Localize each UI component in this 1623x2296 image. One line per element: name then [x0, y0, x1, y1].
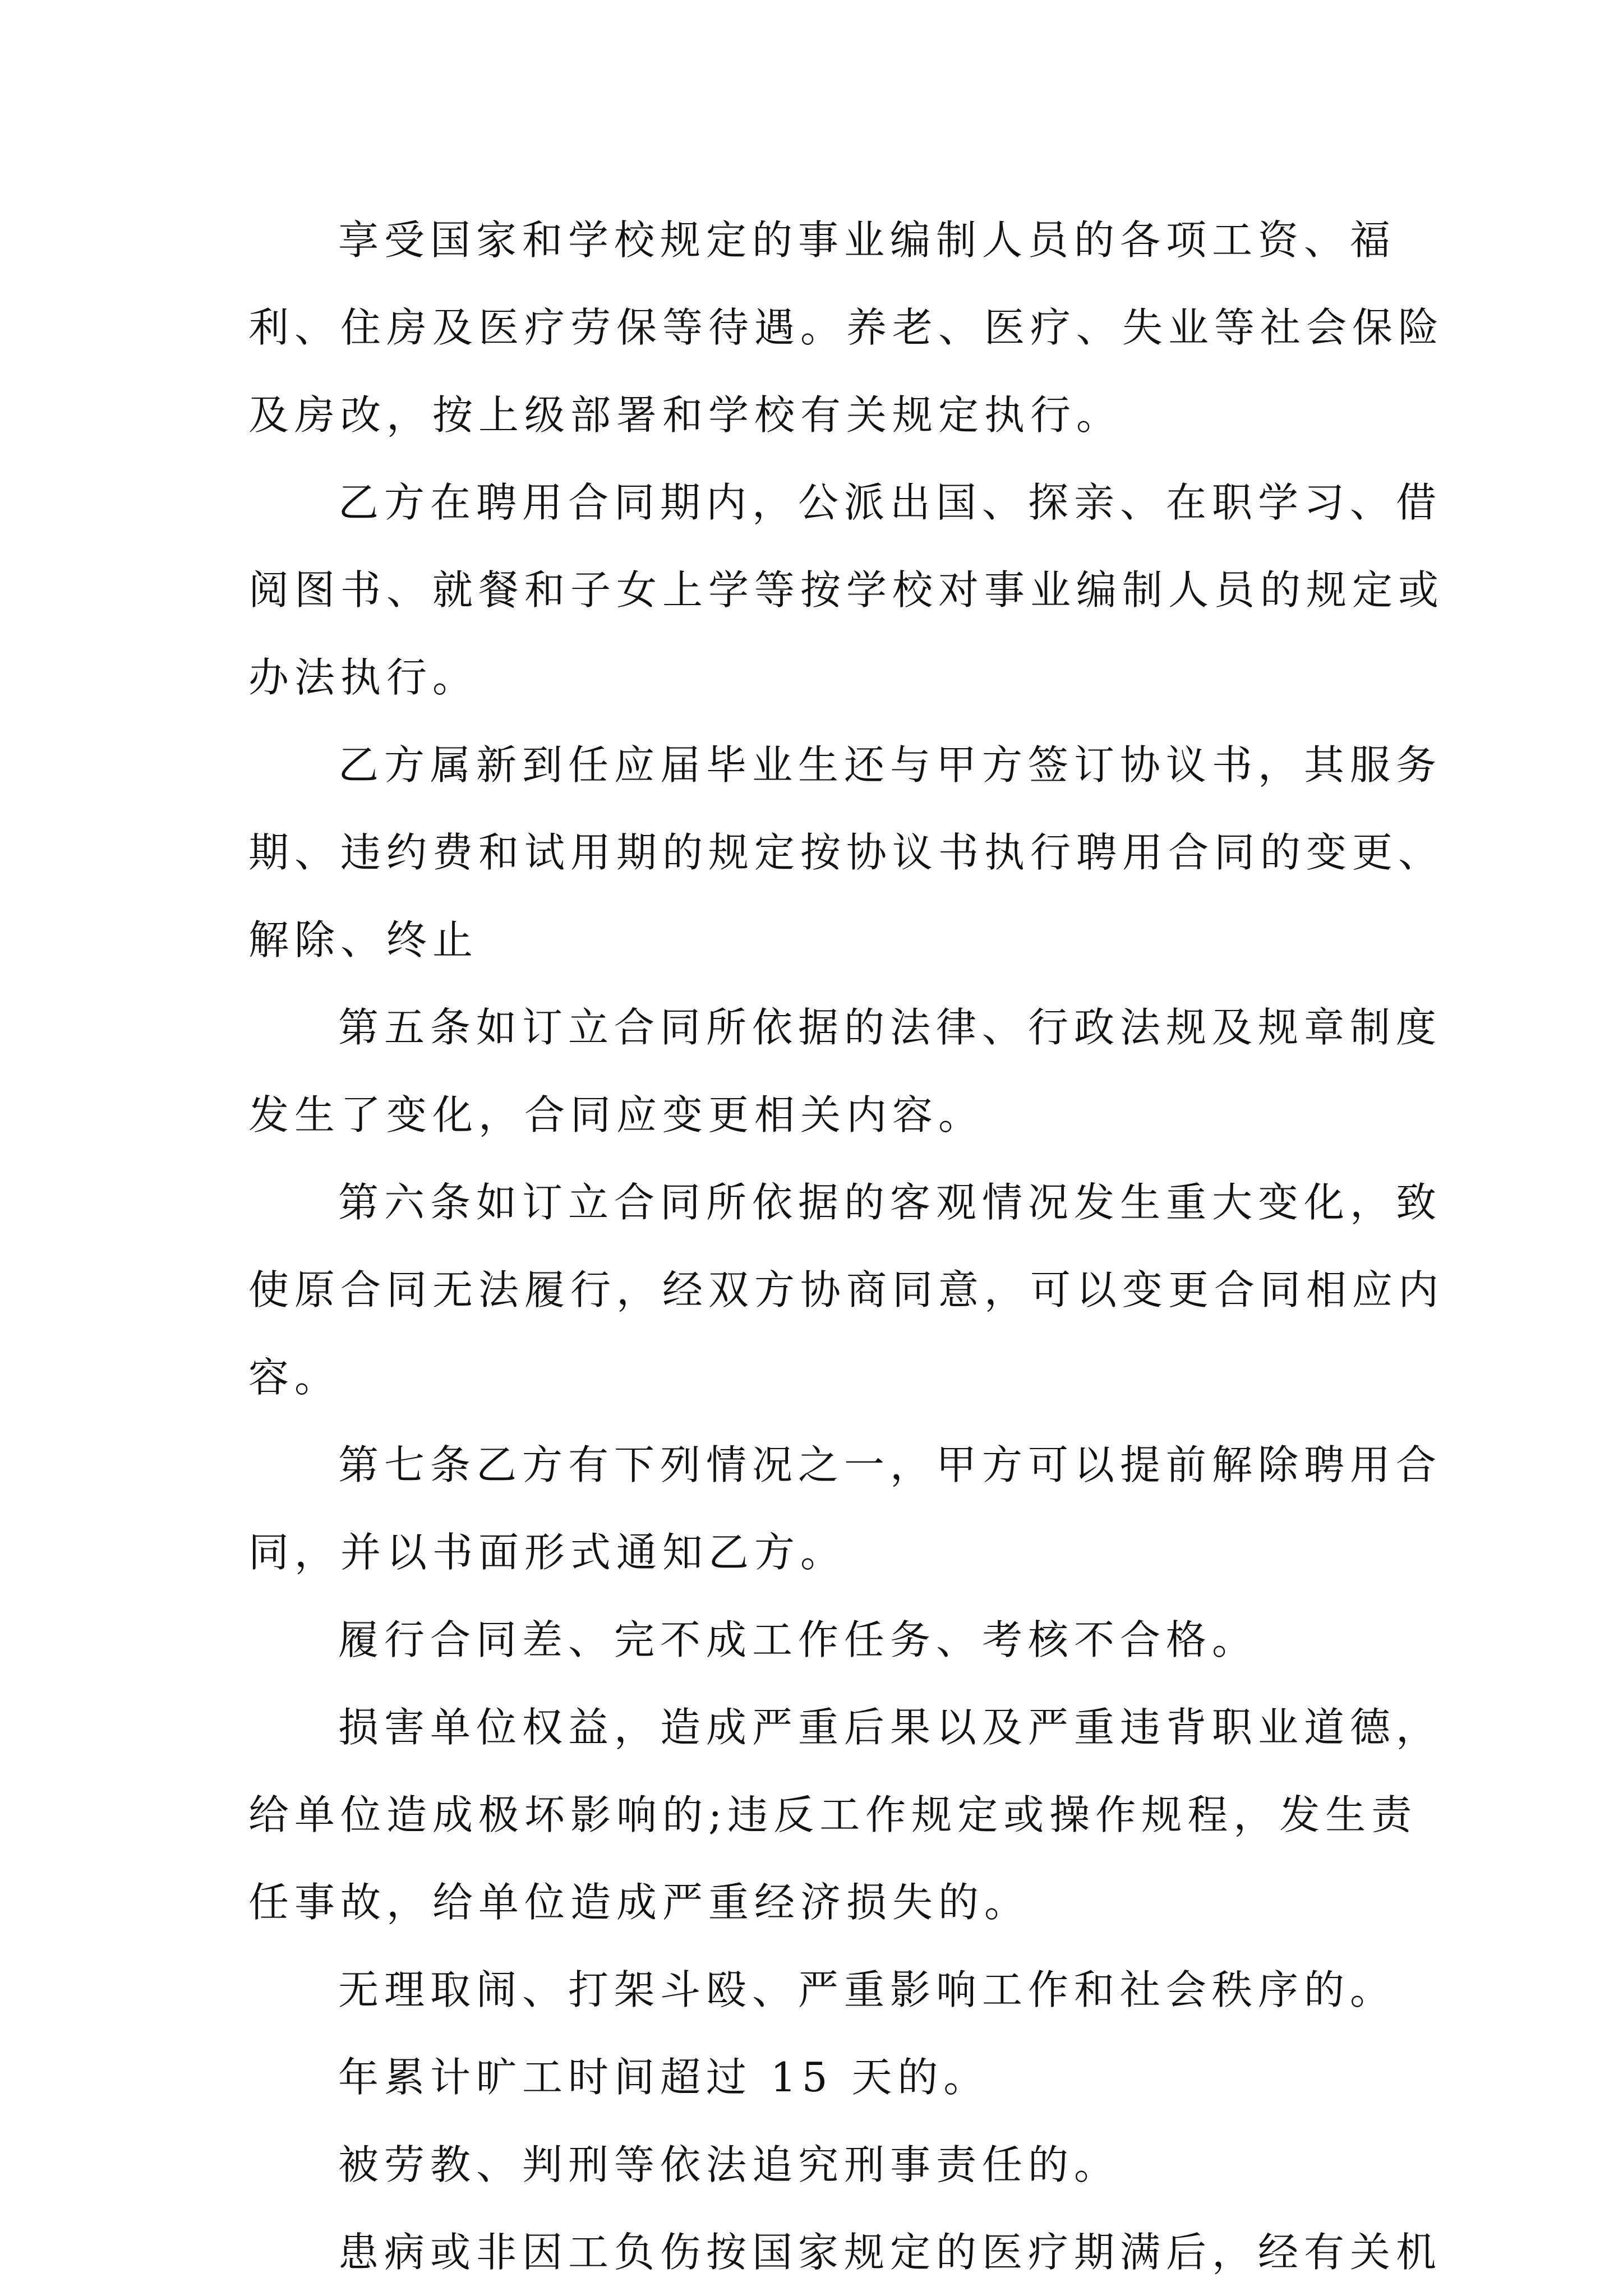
paragraph-2: 乙方在聘用合同期内，公派出国、探亲、在职学习、借阅图书、就餐和子女上学等按学校对事业编制人员的规定或办法执行。: [248, 479, 1445, 701]
paragraph-4: 第五条如订立合同所依据的法律、行政法规及规章制度发生了变化，合同应变更相关内容。: [248, 1004, 1442, 1138]
paragraph-11: 被劳教、判刑等依法追究刑事责任的。: [338, 2141, 1121, 2188]
paragraph-3: 乙方属新到任应届毕业生还与甲方签订协议书，其服务期、违约费和试用期的规定按协议书执行聘用合同的变更、解除、终止: [248, 741, 1445, 963]
paragraph-10: 年累计旷工时间超过 15 天的。: [338, 2054, 990, 2101]
paragraph-7: 履行合同差、完不成工作任务、考核不合格。: [338, 1616, 1258, 1663]
document-body: [248, 196, 1449, 2296]
paragraph-1: 享受国家和学校规定的事业编制人员的各项工资、福利、住房及医疗劳保等待遇。养老、医疗、失业等社会保险及房改，按上级部署和学校有关规定执行。: [248, 216, 1445, 439]
paragraph-8: 损害单位权益，造成严重后果以及严重违背职业道德，给单位造成极坏影响的;违反工作规定或操作规程，发生责任事故，给单位造成严重经济损失的。: [248, 1704, 1442, 1926]
paragraph-12: 患病或非因工负伤按国家规定的医疗期满后，经有关机: [338, 2229, 1442, 2276]
paragraph-5: 第六条如订立合同所依据的客观情况发生重大变化，致使原合同无法履行，经双方协商同意，可以变更合同相应内容。: [248, 1179, 1445, 1401]
paragraph-6: 第七条乙方有下列情况之一，甲方可以提前解除聘用合同，并以书面形式通知乙方。: [248, 1441, 1442, 1576]
paragraph-9: 无理取闹、打架斗殴、严重影响工作和社会秩序的。: [338, 1966, 1396, 2013]
